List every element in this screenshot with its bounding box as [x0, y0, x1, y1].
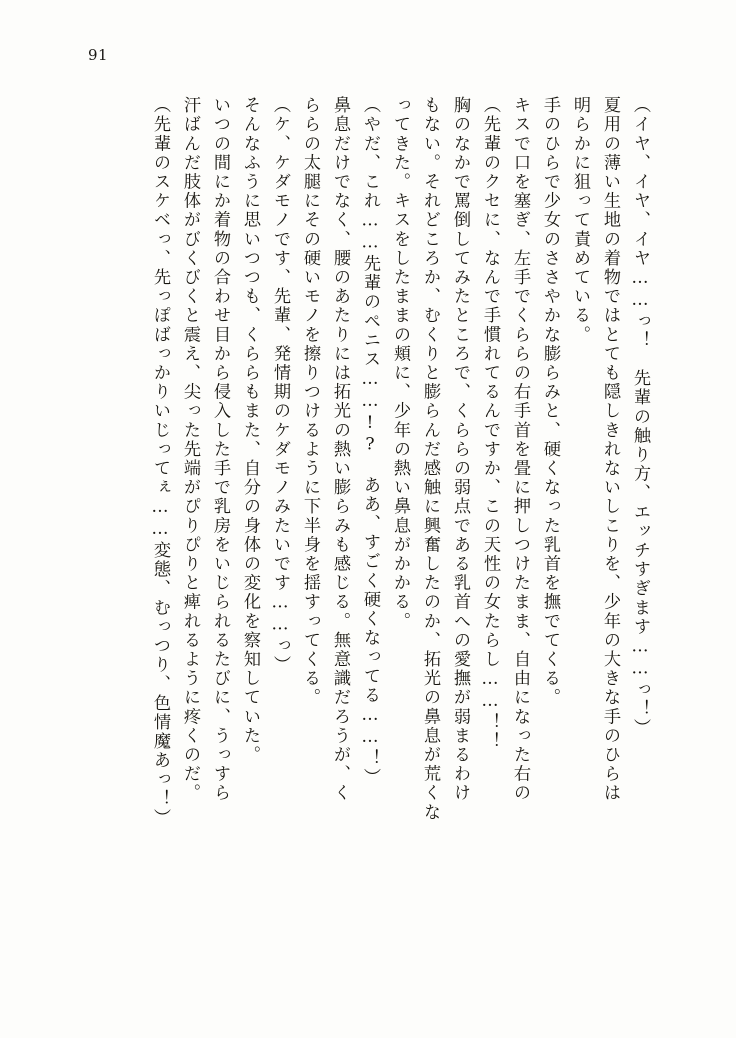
- text-line: （やだ、これ……先輩のペニス……!? ああ、すごく硬くなってる……！）: [360, 96, 380, 787]
- text-line: （ケ、ケダモノです、先輩、発情期のケダモノみたいです……っ）: [270, 96, 290, 675]
- text-line: キスで口を塞ぎ、左手でくららの右手首を畳に押しつけたまま、自由になった右の: [510, 96, 530, 803]
- text-line: （イヤ、イヤ、イヤ……っ！ 先輩の触り方、エッチすぎます……っ！）: [630, 96, 650, 738]
- text-line: ってきた。キスをしたままの頬に、少年の熱い鼻息がかかる。: [390, 96, 410, 631]
- text-line: 手のひらで少女のささやかな膨らみと、硬くなった乳首を撫でてくる。: [540, 96, 560, 708]
- text-line: 汗ばんだ肢体がびくびくと震え、尖った先端がぴりぴりと痺れるように疼くのだ。: [180, 96, 200, 803]
- text-line: 明らかに狙って責めている。: [570, 96, 590, 345]
- text-line: いつの間にか着物の合わせ目から侵入した手で乳房をいじられるたびに、うっすら: [210, 96, 230, 803]
- text-line: （先輩のクセに、なんで手慣れてるんですか、この天性の女たらし……！！: [480, 96, 500, 751]
- text-line: 胸のなかで罵倒してみたところで、くららの弱点である乳首への愛撫が弱まるわけ: [450, 96, 470, 803]
- text-line: ららの太腿にその硬いモノを擦りつけるように下半身を揺すってくる。: [300, 96, 320, 708]
- text-line: 鼻息だけでなく、腰のあたりには拓光の熱い膨らみも感じる。無意識だろうが、く: [330, 96, 350, 803]
- page-number: 91: [88, 46, 109, 64]
- text-line: （先輩のスケベっ、先っぽばっかりいじってぇ……変態、むっつり、色情魔あっ！）: [150, 96, 170, 828]
- text-line: 夏用の薄い生地の着物ではとても隠しきれないしこりを、少年の大きな手のひらは: [600, 96, 620, 803]
- text-line: そんなふうに思いつつも、くららもまた、自分の身体の変化を察知していた。: [240, 96, 260, 765]
- text-line: もない。それどころか、むくりと膨らんだ感触に興奮したのか、拓光の鼻息が荒くな: [420, 96, 440, 822]
- vertical-text-block: [72, 96, 648, 948]
